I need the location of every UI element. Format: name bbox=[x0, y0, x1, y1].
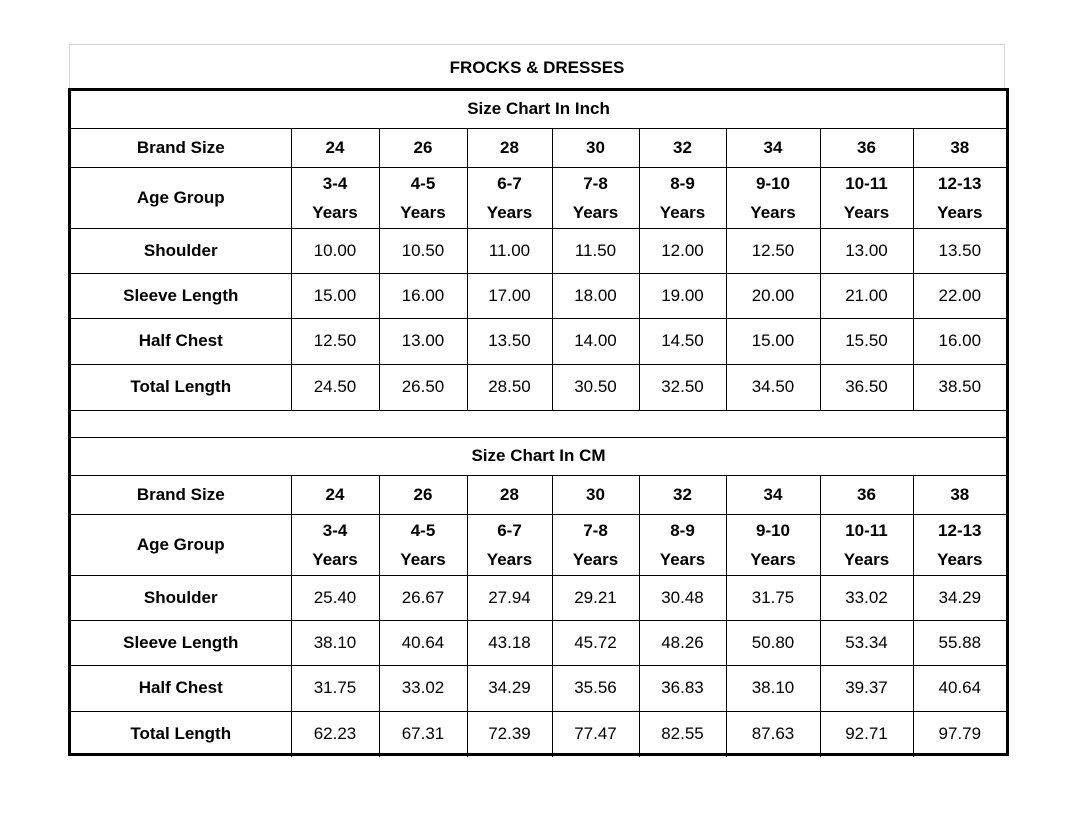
measurement-value: 17.00 bbox=[467, 273, 552, 318]
measurement-row bbox=[71, 364, 1006, 410]
inch-age-group-row bbox=[71, 167, 1006, 228]
measurement-value: 87.63 bbox=[726, 711, 820, 757]
age-range: 9-10 bbox=[755, 520, 791, 540]
measurement-value: 15.50 bbox=[820, 318, 913, 364]
age-range: 10-11 bbox=[845, 173, 888, 193]
age-group-cell bbox=[291, 167, 379, 228]
measurement-label: Sleeve Length bbox=[71, 273, 291, 318]
brand-size-cell: 30 bbox=[552, 475, 639, 514]
page-title: FROCKS & DRESSES bbox=[69, 44, 1005, 88]
measurement-value: 25.40 bbox=[291, 575, 379, 620]
age-range: 9-10 bbox=[755, 173, 791, 193]
measurement-value: 12.50 bbox=[726, 228, 820, 273]
age-range: 12-13 bbox=[938, 520, 982, 540]
measurement-value: 18.00 bbox=[552, 273, 639, 318]
measurement-value: 13.00 bbox=[379, 318, 467, 364]
measurement-value: 62.23 bbox=[291, 711, 379, 757]
brand-size-cell: 24 bbox=[291, 475, 379, 514]
age-group-cell bbox=[913, 167, 1006, 228]
brand-size-cell: 32 bbox=[639, 475, 726, 514]
measurement-value: 39.37 bbox=[820, 665, 913, 711]
measurement-value: 26.50 bbox=[379, 364, 467, 410]
measurement-value: 43.18 bbox=[467, 620, 552, 665]
measurement-value: 82.55 bbox=[639, 711, 726, 757]
measurement-value: 14.00 bbox=[552, 318, 639, 364]
spacer-cell bbox=[71, 410, 1006, 437]
age-group-cell bbox=[552, 167, 639, 228]
measurement-label: Shoulder bbox=[71, 575, 291, 620]
measurement-label: Half Chest bbox=[71, 665, 291, 711]
measurement-value: 34.29 bbox=[913, 575, 1006, 620]
size-chart-table bbox=[71, 91, 1006, 757]
age-unit: Years bbox=[486, 549, 533, 569]
measurement-value: 28.50 bbox=[467, 364, 552, 410]
age-unit: Years bbox=[750, 202, 796, 222]
measurement-value: 38.50 bbox=[913, 364, 1006, 410]
measurement-row bbox=[71, 620, 1006, 665]
measurement-value: 48.26 bbox=[639, 620, 726, 665]
measurement-value: 14.50 bbox=[639, 318, 726, 364]
row-label: Brand Size bbox=[71, 475, 291, 514]
age-range: 8-9 bbox=[670, 173, 695, 193]
brand-size-cell: 28 bbox=[467, 128, 552, 167]
brand-size-cell: 36 bbox=[820, 475, 913, 514]
age-group-cell bbox=[639, 514, 726, 575]
size-chart-frame bbox=[68, 88, 1009, 756]
measurement-value: 26.67 bbox=[379, 575, 467, 620]
measurement-value: 31.75 bbox=[291, 665, 379, 711]
age-group-cell bbox=[726, 514, 820, 575]
age-group-cell bbox=[552, 514, 639, 575]
measurement-value: 33.02 bbox=[379, 665, 467, 711]
age-group-cell bbox=[639, 167, 726, 228]
measurement-value: 33.02 bbox=[820, 575, 913, 620]
brand-size-cell: 24 bbox=[291, 128, 379, 167]
measurement-value: 45.72 bbox=[552, 620, 639, 665]
measurement-value: 36.50 bbox=[820, 364, 913, 410]
measurement-value: 19.00 bbox=[639, 273, 726, 318]
measurement-value: 10.50 bbox=[379, 228, 467, 273]
measurement-value: 10.00 bbox=[291, 228, 379, 273]
measurement-value: 40.64 bbox=[379, 620, 467, 665]
age-unit: Years bbox=[312, 202, 358, 222]
measurement-value: 30.50 bbox=[552, 364, 639, 410]
measurement-value: 11.00 bbox=[467, 228, 552, 273]
measurement-value: 40.64 bbox=[913, 665, 1006, 711]
measurement-value: 77.47 bbox=[552, 711, 639, 757]
cm-age-group-row bbox=[71, 514, 1006, 575]
measurement-value: 13.50 bbox=[467, 318, 552, 364]
age-range: 8-9 bbox=[670, 520, 695, 540]
measurement-value: 50.80 bbox=[726, 620, 820, 665]
measurement-value: 34.50 bbox=[726, 364, 820, 410]
measurement-value: 16.00 bbox=[913, 318, 1006, 364]
age-group-cell bbox=[379, 514, 467, 575]
measurement-value: 15.00 bbox=[291, 273, 379, 318]
age-group-cell bbox=[913, 514, 1006, 575]
age-unit: Years bbox=[659, 202, 706, 222]
brand-size-cell: 30 bbox=[552, 128, 639, 167]
cm-caption: Size Chart In CM bbox=[71, 437, 1006, 475]
age-unit: Years bbox=[843, 549, 890, 569]
age-range: 6-7 bbox=[497, 173, 522, 193]
section-spacer bbox=[71, 410, 1006, 437]
cm-brand-size-row bbox=[71, 475, 1006, 514]
age-unit: Years bbox=[400, 549, 446, 569]
age-unit: Years bbox=[572, 549, 619, 569]
age-group-cell bbox=[726, 167, 820, 228]
measurement-value: 35.56 bbox=[552, 665, 639, 711]
row-label: Age Group bbox=[71, 514, 291, 575]
age-range: 7-8 bbox=[583, 520, 608, 540]
measurement-value: 12.50 bbox=[291, 318, 379, 364]
age-range: 3-4 bbox=[322, 173, 348, 193]
measurement-row bbox=[71, 665, 1006, 711]
age-group-cell bbox=[467, 167, 552, 228]
age-unit: Years bbox=[312, 549, 358, 569]
age-range: 4-5 bbox=[410, 173, 436, 193]
age-range: 10-11 bbox=[845, 520, 888, 540]
brand-size-cell: 34 bbox=[726, 128, 820, 167]
brand-size-cell: 38 bbox=[913, 475, 1006, 514]
age-group-cell bbox=[820, 514, 913, 575]
brand-size-cell: 26 bbox=[379, 128, 467, 167]
brand-size-cell: 38 bbox=[913, 128, 1006, 167]
age-group-cell bbox=[820, 167, 913, 228]
measurement-value: 29.21 bbox=[552, 575, 639, 620]
row-label: Brand Size bbox=[71, 128, 291, 167]
measurement-value: 13.00 bbox=[820, 228, 913, 273]
measurement-row bbox=[71, 318, 1006, 364]
measurement-label: Total Length bbox=[71, 364, 291, 410]
measurement-value: 22.00 bbox=[913, 273, 1006, 318]
measurement-value: 30.48 bbox=[639, 575, 726, 620]
measurement-value: 24.50 bbox=[291, 364, 379, 410]
row-label: Age Group bbox=[71, 167, 291, 228]
brand-size-cell: 26 bbox=[379, 475, 467, 514]
age-group-cell bbox=[291, 514, 379, 575]
age-unit: Years bbox=[750, 549, 796, 569]
measurement-label: Shoulder bbox=[71, 228, 291, 273]
measurement-value: 34.29 bbox=[467, 665, 552, 711]
measurement-value: 67.31 bbox=[379, 711, 467, 757]
age-range: 6-7 bbox=[497, 520, 522, 540]
measurement-value: 11.50 bbox=[552, 228, 639, 273]
measurement-label: Sleeve Length bbox=[71, 620, 291, 665]
measurement-value: 21.00 bbox=[820, 273, 913, 318]
measurement-value: 27.94 bbox=[467, 575, 552, 620]
measurement-row bbox=[71, 273, 1006, 318]
measurement-value: 36.83 bbox=[639, 665, 726, 711]
measurement-value: 16.00 bbox=[379, 273, 467, 318]
brand-size-cell: 28 bbox=[467, 475, 552, 514]
measurement-value: 15.00 bbox=[726, 318, 820, 364]
measurement-value: 38.10 bbox=[726, 665, 820, 711]
measurement-value: 92.71 bbox=[820, 711, 913, 757]
measurement-value: 12.00 bbox=[639, 228, 726, 273]
measurement-value: 72.39 bbox=[467, 711, 552, 757]
brand-size-cell: 32 bbox=[639, 128, 726, 167]
measurement-value: 55.88 bbox=[913, 620, 1006, 665]
age-unit: Years bbox=[937, 549, 983, 569]
age-range: 12-13 bbox=[938, 173, 982, 193]
inch-caption: Size Chart In Inch bbox=[71, 91, 1006, 128]
inch-brand-size-row bbox=[71, 128, 1006, 167]
measurement-value: 97.79 bbox=[913, 711, 1006, 757]
measurement-value: 53.34 bbox=[820, 620, 913, 665]
age-range: 4-5 bbox=[410, 520, 436, 540]
measurement-row bbox=[71, 228, 1006, 273]
measurement-value: 20.00 bbox=[726, 273, 820, 318]
brand-size-cell: 34 bbox=[726, 475, 820, 514]
age-group-cell bbox=[379, 167, 467, 228]
age-group-cell bbox=[467, 514, 552, 575]
age-range: 7-8 bbox=[583, 173, 608, 193]
age-unit: Years bbox=[843, 202, 890, 222]
measurement-label: Total Length bbox=[71, 711, 291, 757]
age-range: 3-4 bbox=[322, 520, 348, 540]
age-unit: Years bbox=[659, 549, 706, 569]
age-unit: Years bbox=[486, 202, 533, 222]
age-unit: Years bbox=[400, 202, 446, 222]
cm-caption-row bbox=[71, 437, 1006, 475]
measurement-value: 32.50 bbox=[639, 364, 726, 410]
measurement-value: 13.50 bbox=[913, 228, 1006, 273]
measurement-row bbox=[71, 575, 1006, 620]
brand-size-cell: 36 bbox=[820, 128, 913, 167]
age-unit: Years bbox=[572, 202, 619, 222]
measurement-label: Half Chest bbox=[71, 318, 291, 364]
measurement-value: 31.75 bbox=[726, 575, 820, 620]
inch-caption-row bbox=[71, 91, 1006, 128]
age-unit: Years bbox=[937, 202, 983, 222]
measurement-row bbox=[71, 711, 1006, 757]
measurement-value: 38.10 bbox=[291, 620, 379, 665]
